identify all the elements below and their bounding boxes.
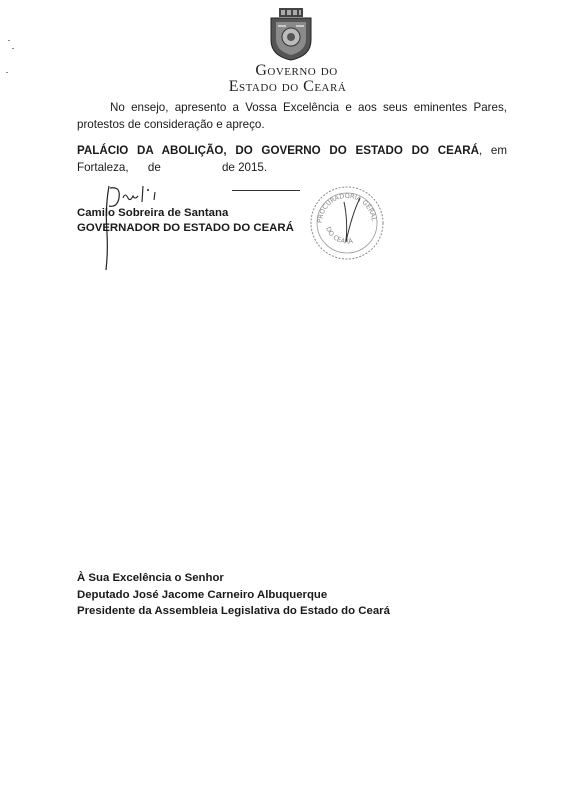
scan-speck [12, 48, 14, 49]
addressee-name: Deputado José Jacome Carneiro Albuquerque [77, 589, 328, 601]
scan-speck [8, 40, 10, 41]
place-bold-text: PALÁCIO DA ABOLIÇÃO, DO GOVERNO DO ESTADO DO CEARÁ [77, 144, 479, 157]
stamp-top-text: PROCURADORIA GERAL [315, 191, 378, 224]
government-title-line2 [0, 78, 567, 96]
closing-paragraph: No ensejo, apresento a Vossa Excelência e aos seus eminentes Pares, protestos de consideração e apreço. [77, 101, 507, 131]
signature-line [232, 190, 300, 191]
gov-line1-text: Governo do [255, 62, 338, 79]
place-date-paragraph [77, 142, 511, 176]
state-coat-of-arms-icon [266, 6, 316, 62]
svg-text:PROCURADORIA GERAL [316, 192, 378, 223]
gov-line2-text: Estado do Ceará [228, 78, 347, 95]
addressee-position: Presidente da Assembleia Legislativa do Estado do Ceará [77, 605, 390, 617]
round-stamp-icon [308, 184, 386, 262]
place-rest-text: , em Fortaleza, de de 2015. [77, 144, 511, 174]
signatory-title: GOVERNADOR DO ESTADO DO CEARÁ [77, 222, 294, 234]
signatory-name: Camilo Sobreira de Santana [77, 207, 229, 219]
stamp-bottom-text: DO CEARÁ [324, 225, 354, 246]
addressee-salutation: À Sua Excelência o Senhor [77, 572, 224, 584]
